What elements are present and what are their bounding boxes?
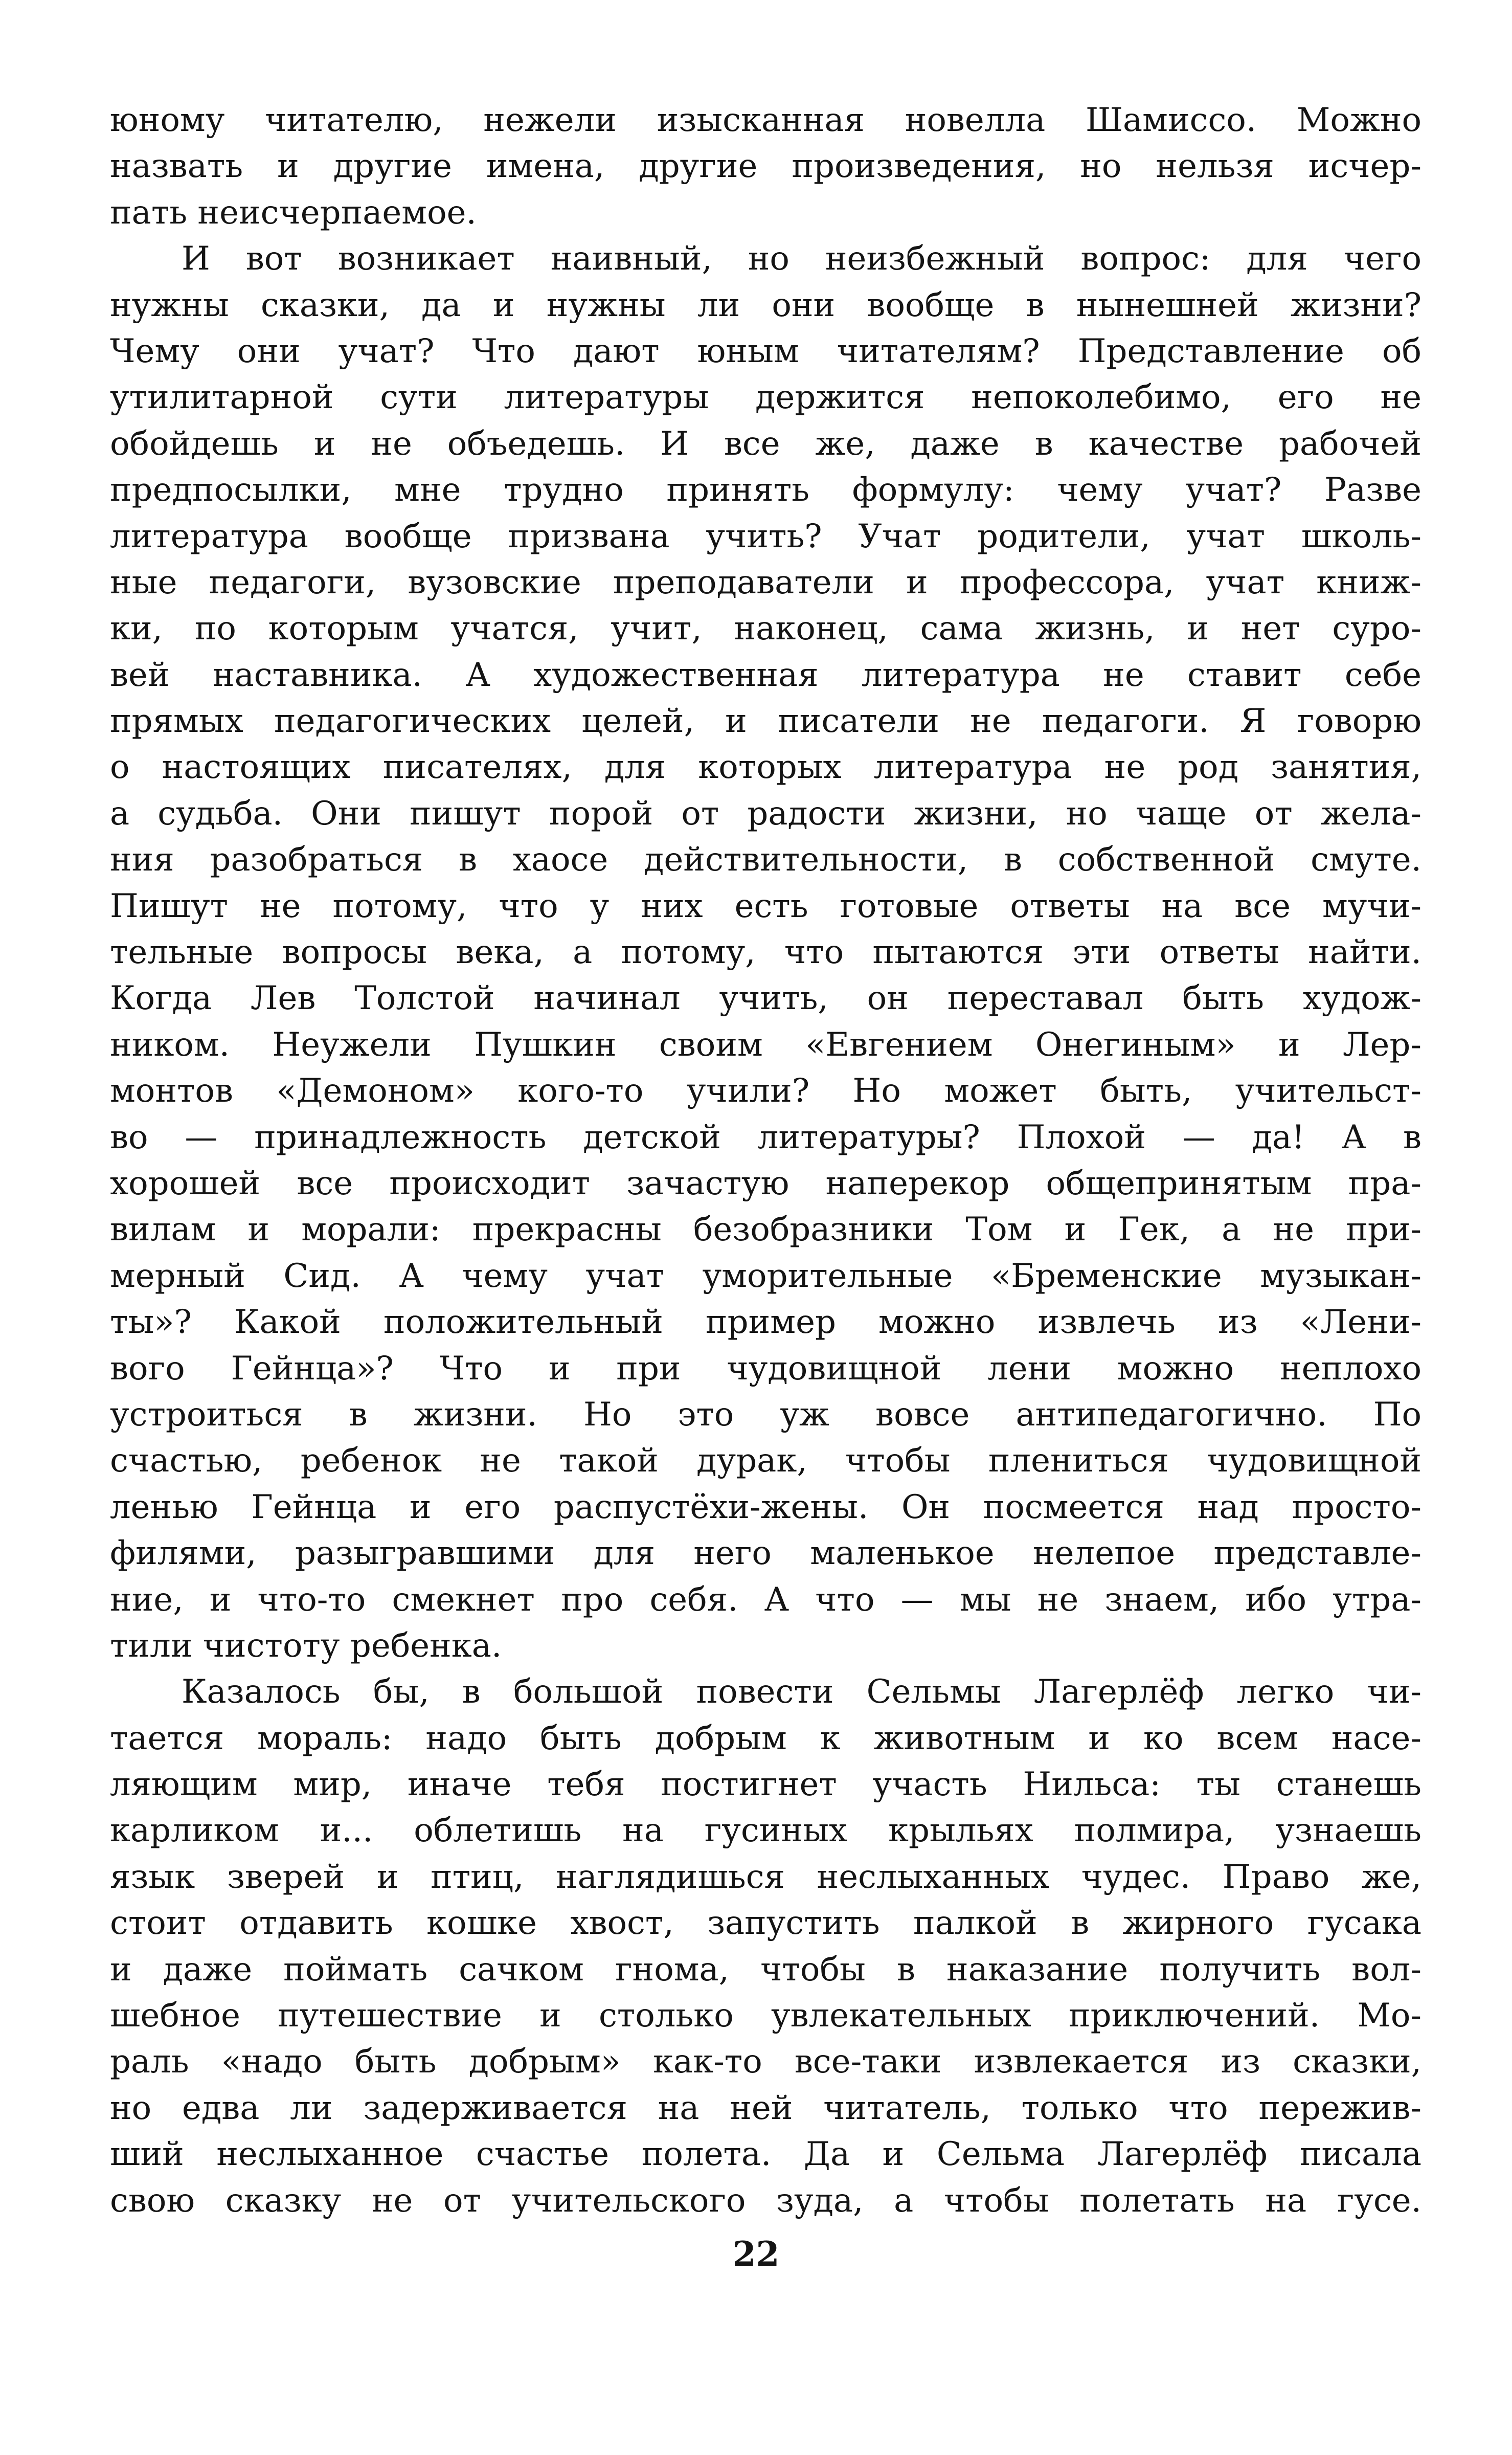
text-line: обойдешь и не объедешь. И все же, даже в качестве рабочей xyxy=(110,425,1421,463)
text-line: тили чистоту ребенка. xyxy=(110,1626,502,1665)
text-line: вей наставника. А художественная литература не ставит себе xyxy=(110,656,1421,694)
text-line: ки, по которым учатся, учит, наконец, сама жизнь, и нет суро- xyxy=(110,610,1421,648)
text-line: но едва ли задерживается на ней читатель, только что пережив- xyxy=(110,2089,1421,2127)
text-line: мерный Сид. А чему учат уморительные «Бременские музыкан- xyxy=(110,1257,1421,1295)
text-line: вого Гейнца»? Что и при чудовищной лени можно неплохо xyxy=(110,1349,1421,1388)
text-line: а судьба. Они пишут порой от радости жизни, но чаще от жела- xyxy=(110,794,1421,833)
text-line: литература вообще призвана учить? Учат родители, учат школь- xyxy=(110,517,1421,555)
text-line: стоит отдавить кошке хвост, запустить палкой в жирного гусака xyxy=(110,1904,1421,1943)
text-line: нужны сказки, да и нужны ли они вообще в нынешней жизни? xyxy=(110,286,1421,324)
text-line: о настоящих писателях, для которых литература не род занятия, xyxy=(110,748,1421,787)
body-text xyxy=(110,97,1421,2224)
text-line: ший неслыханное счастье полета. Да и Сельма Лагерлёф писала xyxy=(110,2135,1421,2174)
text-line: язык зверей и птиц, наглядишься неслыханных чудес. Право же, xyxy=(110,1858,1421,1896)
text-line: тельные вопросы века, а потому, что пытаются эти ответы найти. xyxy=(110,933,1421,972)
text-line: вилам и морали: прекрасны безобразники Том и Гек, а не при- xyxy=(110,1211,1421,1249)
text-line: тается мораль: надо быть добрым к животным и ко всем насе- xyxy=(110,1719,1421,1757)
text-line: ния разобраться в хаосе действительности, в собственной смуте. xyxy=(110,841,1421,879)
text-line: раль «надо быть добрым» как-то все-таки извлекается из сказки, xyxy=(110,2043,1421,2081)
text-line: свою сказку не от учительского зуда, а чтобы полетать на гусе. xyxy=(110,2181,1421,2220)
text-line: карликом и... облетишь на гусиных крыльях полмира, узнаешь xyxy=(110,1812,1421,1850)
text-line: Казалось бы, в большой повести Сельмы Лагерлёф легко чи- xyxy=(182,1673,1421,1711)
text-line: ленью Гейнца и его распустёхи-жены. Он посмеется над просто- xyxy=(110,1488,1421,1526)
text-line: устроиться в жизни. Но это уж вовсе антипедагогично. По xyxy=(110,1395,1421,1434)
text-line: юному читателю, нежели изысканная новелла Шамиссо. Можно xyxy=(110,101,1421,139)
text-line: Чему они учат? Что дают юным читателям? Представление об xyxy=(110,332,1421,370)
text-line: ты»? Какой положительный пример можно извлечь из «Лени- xyxy=(110,1303,1421,1342)
text-line: назвать и другие имена, другие произведения, но нельзя исчер- xyxy=(110,147,1421,186)
text-line: прямых педагогических целей, и писатели не педагоги. Я говорю xyxy=(110,702,1421,741)
text-line: ные педагоги, вузовские преподаватели и профессора, учат книж- xyxy=(110,563,1421,601)
text-line: монтов «Демоном» кого-то учили? Но может быть, учительст- xyxy=(110,1072,1421,1110)
text-line: ником. Неужели Пушкин своим «Евгением Онегиным» и Лер- xyxy=(110,1025,1421,1064)
text-line: филями, разыгравшими для него маленькое нелепое представле- xyxy=(110,1534,1421,1573)
text-line: шебное путешествие и столько увлекательных приключений. Мо- xyxy=(110,1997,1421,2035)
text-line: хорошей все происходит зачастую наперекор общепринятым пра- xyxy=(110,1164,1421,1202)
text-line: И вот возникает наивный, но неизбежный вопрос: для чего xyxy=(182,240,1421,278)
text-line: предпосылки, мне трудно принять формулу: чему учат? Разве xyxy=(110,471,1421,509)
page-number: 22 xyxy=(732,2234,780,2274)
text-line: во — принадлежность детской литературы? Плохой — да! А в xyxy=(110,1118,1421,1156)
text-line: ляющим мир, иначе тебя постигнет участь Нильса: ты станешь xyxy=(110,1766,1421,1804)
text-line: Когда Лев Толстой начинал учить, он переставал быть худож- xyxy=(110,979,1421,1018)
text-line: счастью, ребенок не такой дурак, чтобы плениться чудовищной xyxy=(110,1442,1421,1480)
text-line: Пишут не потому, что у них есть готовые ответы на все мучи- xyxy=(110,887,1421,925)
text-line: утилитарной сути литературы держится непоколебимо, его не xyxy=(110,378,1421,417)
text-line: ние, и что-то смекнет про себя. А что — мы не знаем, ибо утра- xyxy=(110,1580,1421,1619)
text-line: и даже поймать сачком гнома, чтобы в наказание получить вол- xyxy=(110,1950,1421,1989)
text-line: пать неисчерпаемое. xyxy=(110,193,477,232)
